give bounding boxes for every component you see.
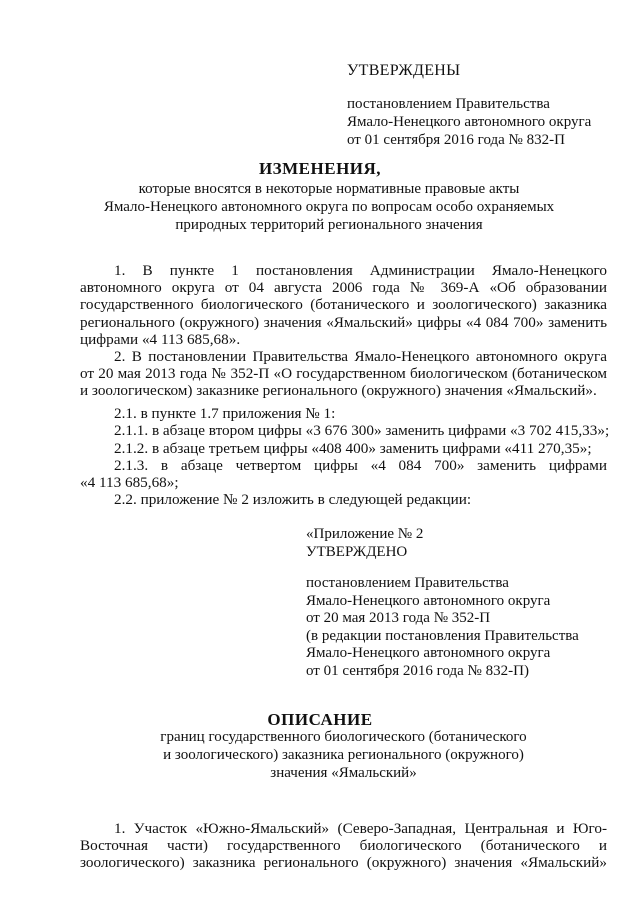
description-subtitle-line: границ государственного биологического (ботанического: [160, 729, 527, 745]
text-line: 2.1.2. в абзаце третьем цифры «408 400» заменить цифрами «411 270,35»;: [114, 440, 592, 457]
text-line: 2. В постановлении Правительства Ямало-Ненецкого автономного округа: [114, 348, 607, 365]
approval-line: постановлением Правительства: [347, 96, 550, 112]
appendix-line: от 20 мая 2013 года № 352-П: [306, 610, 491, 627]
text-line: автономного округа от 04 августа 2006 года № 369-А «Об образовании: [80, 279, 607, 297]
paragraph-2-1: [80, 405, 607, 422]
text-line: 2.1. в пункте 1.7 приложения № 1:: [114, 405, 336, 422]
description-subtitle: [80, 728, 607, 782]
description-subtitle-line: значения «Ямальский»: [270, 765, 417, 781]
appendix-approval-block: [306, 575, 579, 681]
text-line: Восточная части) государственного биологического (ботанического и: [80, 837, 607, 855]
appendix-line: (в редакции постановления Правительства: [306, 627, 579, 644]
document-subtitle: [80, 180, 578, 234]
text-line: от 20 мая 2013 года № 352-П «О государственном биологическом (ботаническом: [80, 365, 607, 383]
subtitle-line: Ямало-Ненецкого автономного округа по вопросам особо охраняемых: [103, 199, 555, 215]
paragraph-1: [80, 262, 607, 348]
paragraph-2-1-1: [80, 422, 610, 439]
appendix-line: постановлением Правительства: [306, 575, 509, 591]
text-line: цифрами «4 113 685,68».: [80, 330, 241, 348]
text-line: государственного биологического (ботанического и зоологического) заказника: [80, 296, 607, 314]
paragraph-2-1-2: [80, 440, 607, 457]
description-subtitle-line: и зоологического) заказника регионального (окружного): [163, 747, 524, 763]
text-line: 1. Участок «Южно-Ямальский» (Северо-Западная, Центральная и Юго-: [114, 820, 607, 837]
text-line: 2.1.3. в абзаце четвертом цифры «4 084 700» заменить цифрами: [114, 457, 607, 474]
appendix-line: Ямало-Ненецкого автономного округа: [306, 645, 551, 662]
appendix-approved: УТВЕРЖДЕНО: [306, 543, 408, 560]
text-line: 2.1.1. в абзаце втором цифры «3 676 300» заменить цифрами «3 702 415,33»;: [114, 422, 610, 439]
approval-heading: УТВЕРЖДЕНЫ: [347, 62, 461, 79]
approval-line: от 01 сентября 2016 года № 832-П: [347, 132, 565, 148]
paragraph-2-1-3: [80, 457, 607, 491]
text-line: «4 113 685,68»;: [80, 474, 179, 492]
document-title: ИЗМЕНЕНИЯ,: [258, 159, 382, 178]
text-line: зоологического) заказника регионального (окружного) значения «Ямальский»: [80, 854, 607, 872]
text-line: регионального (окружного) значения «Ямальский» цифры «4 084 700» заменить: [80, 313, 607, 331]
appendix-line: Ямало-Ненецкого автономного округа: [306, 592, 551, 609]
paragraph-2-2: [80, 491, 607, 508]
approval-block: [347, 95, 591, 149]
text-line: и зоологическом) заказнике регионального (окружного) значения «Ямальский».: [80, 382, 597, 400]
text-line: 2.2. приложение № 2 изложить в следующей редакции:: [114, 491, 472, 508]
appendix-header: [306, 526, 423, 561]
appendix-line: от 01 сентября 2016 года № 832-П): [306, 662, 529, 679]
approval-line: Ямало-Ненецкого автономного округа: [347, 114, 592, 130]
description-paragraph-1: [80, 820, 607, 872]
text-line: 1. В пункте 1 постановления Администрации Ямало-Ненецкого: [114, 262, 607, 279]
appendix-title: «Приложение № 2: [306, 526, 424, 542]
paragraph-2: [80, 348, 607, 400]
subtitle-line: которые вносятся в некоторые нормативные правовые акты: [138, 181, 520, 197]
description-title: ОПИСАНИЕ: [267, 710, 373, 729]
subtitle-line: природных территорий регионального значения: [175, 217, 483, 233]
